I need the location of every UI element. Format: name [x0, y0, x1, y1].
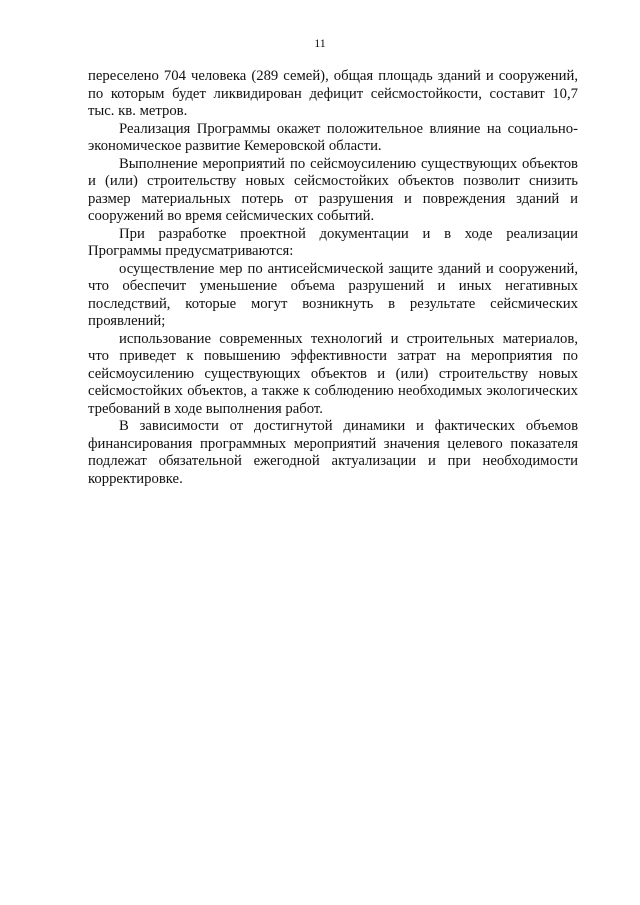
- document-body: [88, 68, 578, 488]
- page-number: 11: [314, 36, 326, 50]
- paragraph-modern-technologies: использование современных технологий и строительных материалов, что приведет к повышению эффективности затрат на мероприятия по сейсмоусилению существующих объектов и (или) строительству новых сейсмостойких объектов, а также к соблюдению необходимых экологических требований в ходе выполнения работ.: [88, 330, 578, 417]
- paragraph-program-impact: Реализация Программы окажет положительное влияние на социально-экономическое развитие Кемеровской области.: [88, 120, 578, 154]
- paragraph-documentation: При разработке проектной документации и в ходе реализации Программы предусматриваются:: [88, 225, 578, 259]
- paragraph-target-indicator: В зависимости от достигнутой динамики и фактических объемов финансирования программных мероприятий значения целевого показателя подлежат обязательной ежегодной актуализации и при необходимости корректировке.: [88, 418, 578, 487]
- paragraph-resettlement: переселено 704 человека (289 семей), общая площадь зданий и сооружений, по которым будет ликвидирован дефицит сейсмостойкости, составит 10,7 тыс. кв. метров.: [88, 68, 578, 119]
- paragraph-antiseismic-measures: осуществление мер по антисейсмической защите зданий и сооружений, что обеспечит уменьшение объема разрушений и иных негативных последствий, которые могут возникнуть в результате сейсмических проявлений;: [88, 260, 578, 329]
- paragraph-loss-reduction: Выполнение мероприятий по сейсмоусилению существующих объектов и (или) строительству новых сейсмостойких объектов позволит снизить размер материальных потерь от разрушения и повреждения зданий и сооружений во время сейсмических событий.: [88, 155, 578, 224]
